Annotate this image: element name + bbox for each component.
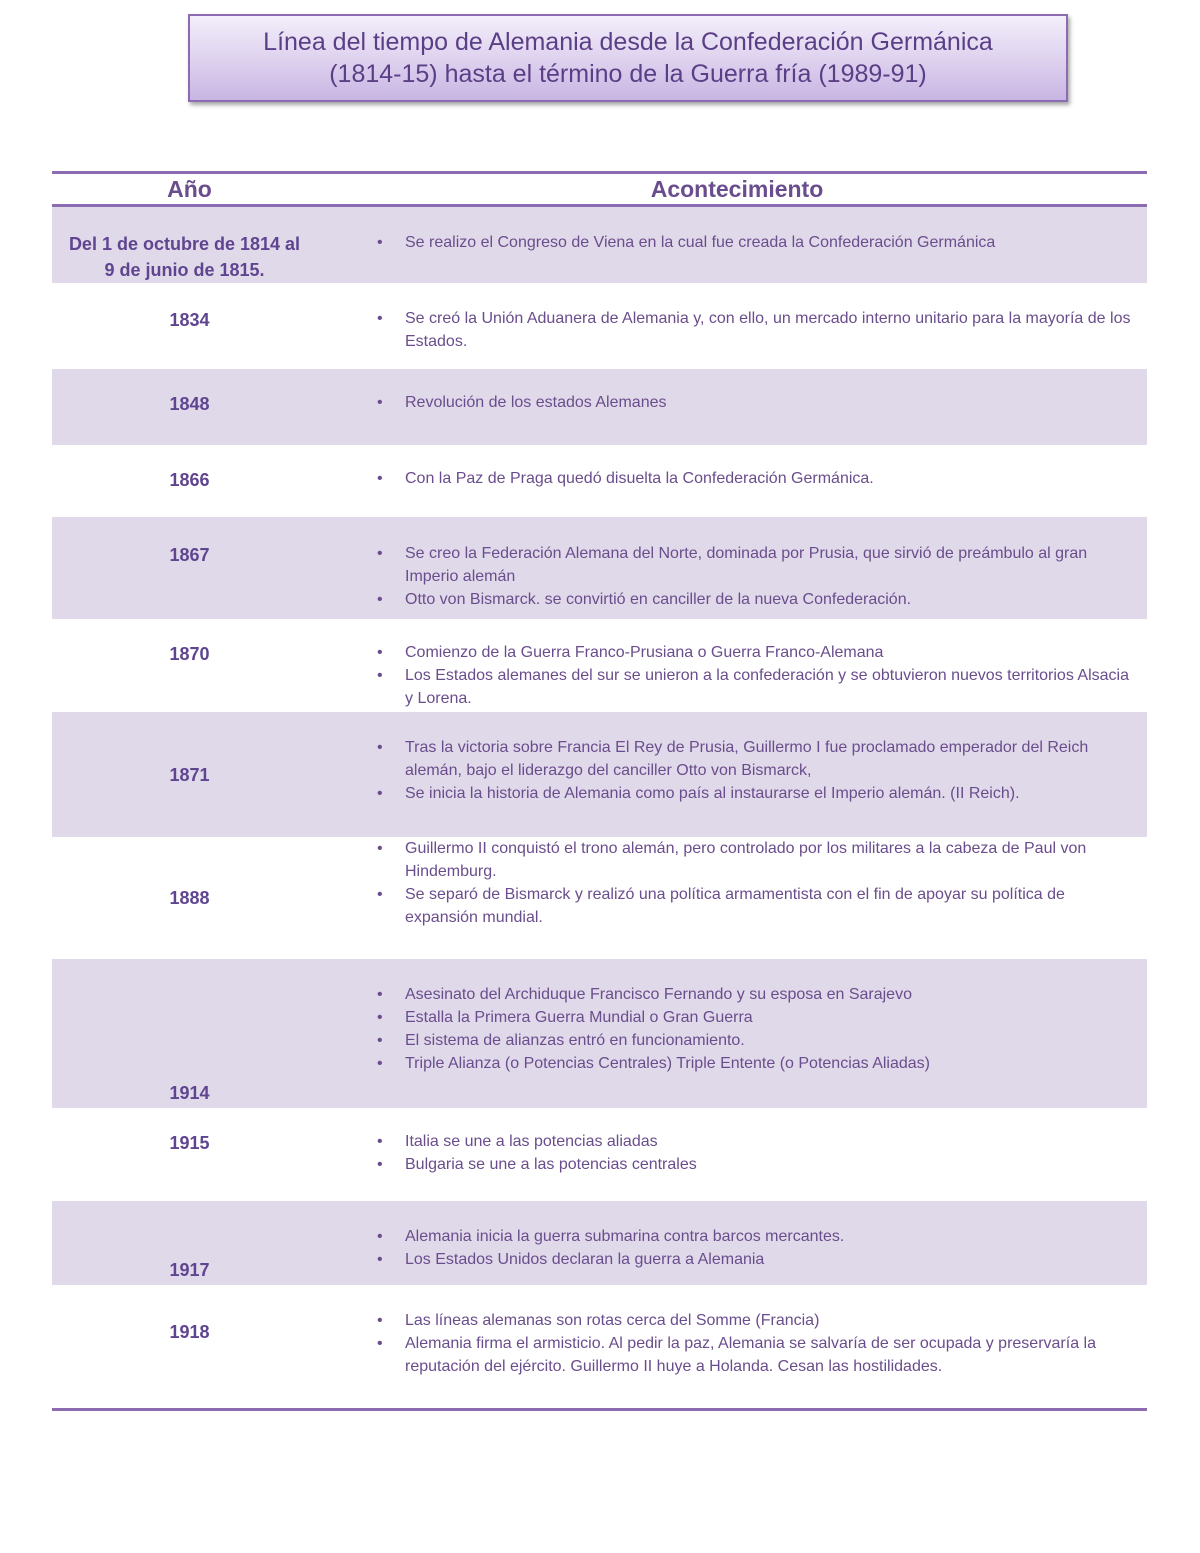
year-cell: 1888 (169, 888, 210, 908)
table-row (52, 445, 1147, 517)
table-row (52, 619, 1147, 712)
event-item: • Otto von Bismarck. se convirtió en canciller de la nueva Confederación. (377, 588, 1137, 611)
table-row (52, 959, 1147, 1108)
event-list (327, 1130, 1147, 1176)
event-item: • Con la Paz de Praga quedó disuelta la Confederación Germánica. (377, 467, 1137, 490)
event-cell (327, 1285, 1147, 1409)
event-item: • Se realizo el Congreso de Viena en la cual fue creada la Confederación Germánica (377, 231, 1137, 254)
table-row (52, 837, 1147, 959)
event-cell (327, 959, 1147, 1108)
event-list (327, 231, 1147, 254)
event-cell (327, 712, 1147, 837)
table-row (52, 369, 1147, 445)
event-list (327, 307, 1147, 353)
year-cell: 1866 (169, 470, 210, 490)
table-header-row (52, 173, 1147, 206)
year-cell: 1834 (169, 310, 210, 330)
table-row (52, 1285, 1147, 1409)
event-list (327, 391, 1147, 414)
event-item: • Comienzo de la Guerra Franco-Prusiana o Guerra Franco-Alemana (377, 641, 1137, 664)
event-item: • Tras la victoria sobre Francia El Rey de Prusia, Guillermo I fue proclamado emperador del Reich alemán, bajo el liderazgo del canciller Otto von Bismarck, (377, 736, 1137, 782)
event-list (327, 1309, 1147, 1378)
event-item: • Revolución de los estados Alemanes (377, 391, 1137, 414)
event-list (327, 641, 1147, 710)
event-cell (327, 1201, 1147, 1285)
event-list (327, 736, 1147, 805)
event-cell (327, 517, 1147, 619)
table-row (52, 517, 1147, 619)
event-list (327, 837, 1147, 929)
event-cell (327, 837, 1147, 959)
event-column-header: Acontecimiento (327, 173, 1147, 206)
table-row (52, 206, 1147, 284)
timeline-table (52, 171, 1147, 1411)
event-item: • Los Estados Unidos declaran la guerra a Alemania (377, 1248, 1137, 1271)
event-item: • Estalla la Primera Guerra Mundial o Gran Guerra (377, 1006, 1137, 1029)
event-list (327, 467, 1147, 490)
year-cell: 1918 (52, 1285, 327, 1409)
event-item: • Asesinato del Archiduque Francisco Fernando y su esposa en Sarajevo (377, 983, 1137, 1006)
event-cell (327, 283, 1147, 369)
event-item: • El sistema de alianzas entró en funcionamiento. (377, 1029, 1137, 1052)
event-list (327, 1225, 1147, 1271)
event-item: • Se creó la Unión Aduanera de Alemania y, con ello, un mercado interno unitario para la mayoría de los Estados. (377, 307, 1137, 353)
year-cell: 1867 (52, 517, 327, 619)
year-cell: 1848 (52, 369, 327, 445)
event-item: • Alemania firma el armisticio. Al pedir la paz, Alemania se salvaría de ser ocupada y preservaría la reputación del ejército. Guillermo II huye a Holanda. Cesan las hostilidades. (377, 1332, 1137, 1378)
title-line-2: (1814-15) hasta el término de la Guerra fría (1989-91) (329, 60, 927, 88)
year-cell: 1915 (169, 1133, 210, 1153)
event-item: • Italia se une a las potencias aliadas (377, 1130, 1137, 1153)
event-item: • Los Estados alemanes del sur se unieron a la confederación y se obtuvieron nuevos territorios Alsacia y Lorena. (377, 664, 1137, 710)
event-cell (327, 369, 1147, 445)
year-cell: Del 1 de octubre de 1814 al 9 de junio de 1815. (52, 206, 327, 284)
event-cell (327, 445, 1147, 517)
page-title (263, 26, 993, 90)
title-line-1: Línea del tiempo de Alemania desde la Confederación Germánica (263, 28, 993, 56)
table-row (52, 283, 1147, 369)
table-row (52, 1201, 1147, 1285)
title-box (188, 14, 1068, 102)
table-row (52, 1108, 1147, 1201)
year-cell: 1914 (52, 959, 327, 1108)
year-cell: 1870 (169, 644, 210, 664)
event-list (327, 542, 1147, 611)
event-list (327, 983, 1147, 1075)
year-column-header: Año (52, 173, 327, 206)
event-item: • Se inicia la historia de Alemania como país al instaurarse el Imperio alemán. (II Reich). (377, 782, 1137, 805)
event-item: • Se separó de Bismarck y realizó una política armamentista con el fin de apoyar su política de expansión mundial. (377, 883, 1137, 929)
event-item: • Las líneas alemanas son rotas cerca del Somme (Francia) (377, 1309, 1137, 1332)
event-item: • Triple Alianza (o Potencias Centrales) Triple Entente (o Potencias Aliadas) (377, 1052, 1137, 1075)
event-item: • Bulgaria se une a las potencias centrales (377, 1153, 1137, 1176)
year-cell: 1917 (52, 1201, 327, 1285)
event-item: • Guillermo II conquistó el trono alemán, pero controlado por los militares a la cabeza de Paul von Hindemburg. (377, 837, 1137, 883)
event-cell (327, 206, 1147, 284)
table-row (52, 712, 1147, 837)
event-cell (327, 1108, 1147, 1201)
event-cell (327, 619, 1147, 712)
event-item: • Alemania inicia la guerra submarina contra barcos mercantes. (377, 1225, 1137, 1248)
year-cell: 1871 (52, 712, 327, 837)
event-item: • Se creo la Federación Alemana del Norte, dominada por Prusia, que sirvió de preámbulo al gran Imperio alemán (377, 542, 1137, 588)
